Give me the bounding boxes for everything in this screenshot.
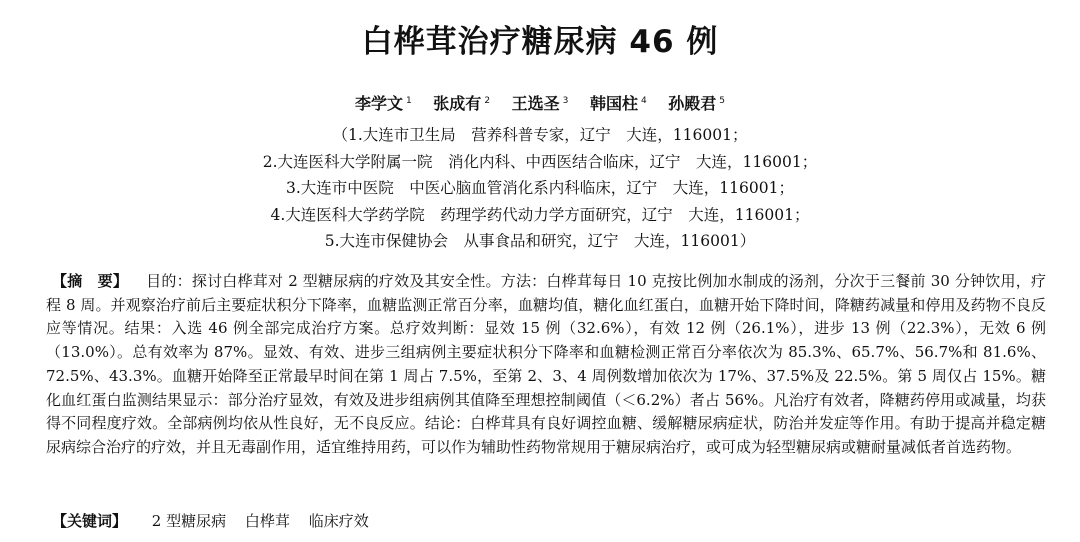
abstract-text: 目的：探讨白桦茸对 2 型糖尿病的疗效及其安全性。方法：白桦茸每日 10 克按比例加水制成的汤剂，分次于三餐前 30 分钟饮用，疗程 8 周。并观察治疗前后主要症状积分下降率，血糖监测正常百分率，血糖均值，糖化血红蛋白，血糖开始下降时间，降糖药减量和停用及药物不良反应等情况。结果：入选 46 例全部完成治疗方案。总疗效判断：显效 15 例（32.6%），有效 12 例（26.1%），进步 13 例（22.3%），无效 6 例（13.0%）。总有效率为 87%。显效、有效、进步三组病例主要症状积分下降率和血糖检测正常百分率依次为 85.3%、65.7%、56.7%和 81.6%、72.5%、43.3%。血糖开始降至正常最早时间在第 1 周占 7.5%，至第 2、3、4 周例数增加依次为 17%、37.5%及 22.5%。第 5 周仅占 15%。糖化血红蛋白监测结果显示：部分治疗显效，有效及进步组病例其值降至理想控制阈值（＜6.2%）者占 56%。凡治疗有效者，降糖药停用或减量，均获得不同程度疗效。全部病例均依从性良好，无不良反应。结论：白桦茸具有良好调控血糖、缓解糖尿病症状，防治并发症等作用。有助于提高并稳定糖尿病综合治疗的疗效，并且无毒副作用，适宜维持用药，可以作为辅助性药物常规用于糖尿病治疗，或可成为轻型糖尿病或糖耐量减低者首选药物。 [46,272,1046,456]
keyword: 白桦茸 [244,512,290,530]
author-name: 王选圣 [511,94,560,113]
affiliation-list [0,122,1080,255]
affiliation-line: 3.大连市中医院 中医心脑血管消化系内科临床，辽宁 大连，116001； [286,179,794,198]
author [668,94,725,113]
author-affiliation-mark: 2 [484,95,491,106]
keywords [46,510,1046,532]
affiliation-line: 2.大连医科大学附属一院 消化内科、中西医结合临床，辽宁 大连，116001； [262,152,818,171]
keyword: 2 型糖尿病 [151,512,227,530]
author [355,94,412,113]
author-name: 孙殿君 [668,94,717,113]
author-list [0,91,1080,114]
abstract [46,270,1046,460]
author [433,94,490,113]
author-affiliation-mark: 5 [719,95,726,106]
affiliation-line: 4.大连医科大学药学院 药理学药代动力学方面研究，辽宁 大连，116001； [270,205,810,224]
author-affiliation-mark: 4 [640,95,647,106]
paper-title: 白桦茸治疗糖尿病 46 例 [361,24,719,60]
affiliation-line: （1.大连市卫生局 营养科普专家，辽宁 大连，116001； [332,126,748,144]
affiliation-line: 5.大连市保健协会 从事食品和研究，辽宁 大连，116001） [324,232,756,251]
author-affiliation-mark: 1 [405,95,412,106]
author [590,94,647,113]
keyword: 临床疗效 [308,512,369,530]
author-name: 李学文 [354,94,403,113]
author-name: 张成有 [433,94,482,113]
author [512,94,569,113]
abstract-label: 【摘 要】 [52,272,129,290]
author-name: 韩国柱 [589,94,638,113]
author-affiliation-mark: 3 [562,95,569,106]
keywords-label: 【关键词】 [52,512,128,530]
